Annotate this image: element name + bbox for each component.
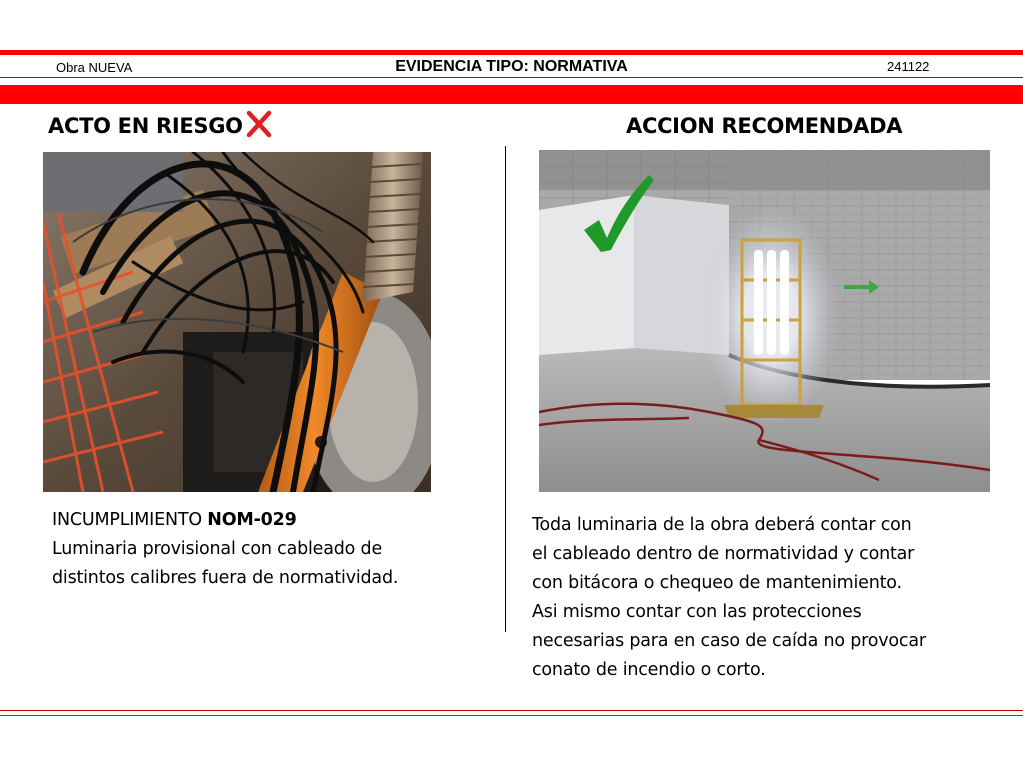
risk-line: distintos calibres fuera de normatividad.	[52, 568, 399, 588]
project-name: Obra NUEVA	[56, 60, 133, 75]
recommendation-photo	[539, 150, 990, 492]
header-red-band	[0, 85, 1023, 104]
recommendation-line: Asi mismo contar con las protecciones	[532, 602, 862, 622]
document-code: 241122	[887, 59, 930, 74]
risk-section-title: ACTO EN RIESGO	[48, 114, 243, 138]
risk-description	[52, 506, 492, 593]
header-divider-line	[0, 77, 1023, 78]
recommendation-line: conato de incendio o corto.	[532, 660, 766, 680]
footer-line-purple	[0, 715, 1023, 716]
recommendation-description	[532, 511, 1002, 685]
recommendation-section-title: ACCION RECOMENDADA	[626, 114, 903, 138]
recommendation-line: necesarias para en caso de caída no provocar	[532, 631, 926, 651]
risk-line: Luminaria provisional con cableado de	[52, 539, 383, 559]
vertical-divider	[505, 146, 506, 632]
cross-icon	[244, 108, 274, 140]
norm-code: NOM-029	[207, 510, 297, 530]
footer-line-red	[0, 710, 1023, 711]
recommendation-line: Toda luminaria de la obra deberá contar con	[532, 515, 912, 535]
recommendation-line: el cableado dentro de normatividad y contar	[532, 544, 915, 564]
risk-noncompliance-line	[52, 506, 492, 535]
recommendation-line: con bitácora o chequeo de mantenimiento.	[532, 573, 902, 593]
noncompliance-label: INCUMPLIMIENTO	[52, 510, 208, 530]
risk-photo	[43, 152, 431, 492]
document-title: EVIDENCIA TIPO: NORMATIVA	[395, 58, 628, 75]
header-top-red-bar	[0, 50, 1023, 55]
